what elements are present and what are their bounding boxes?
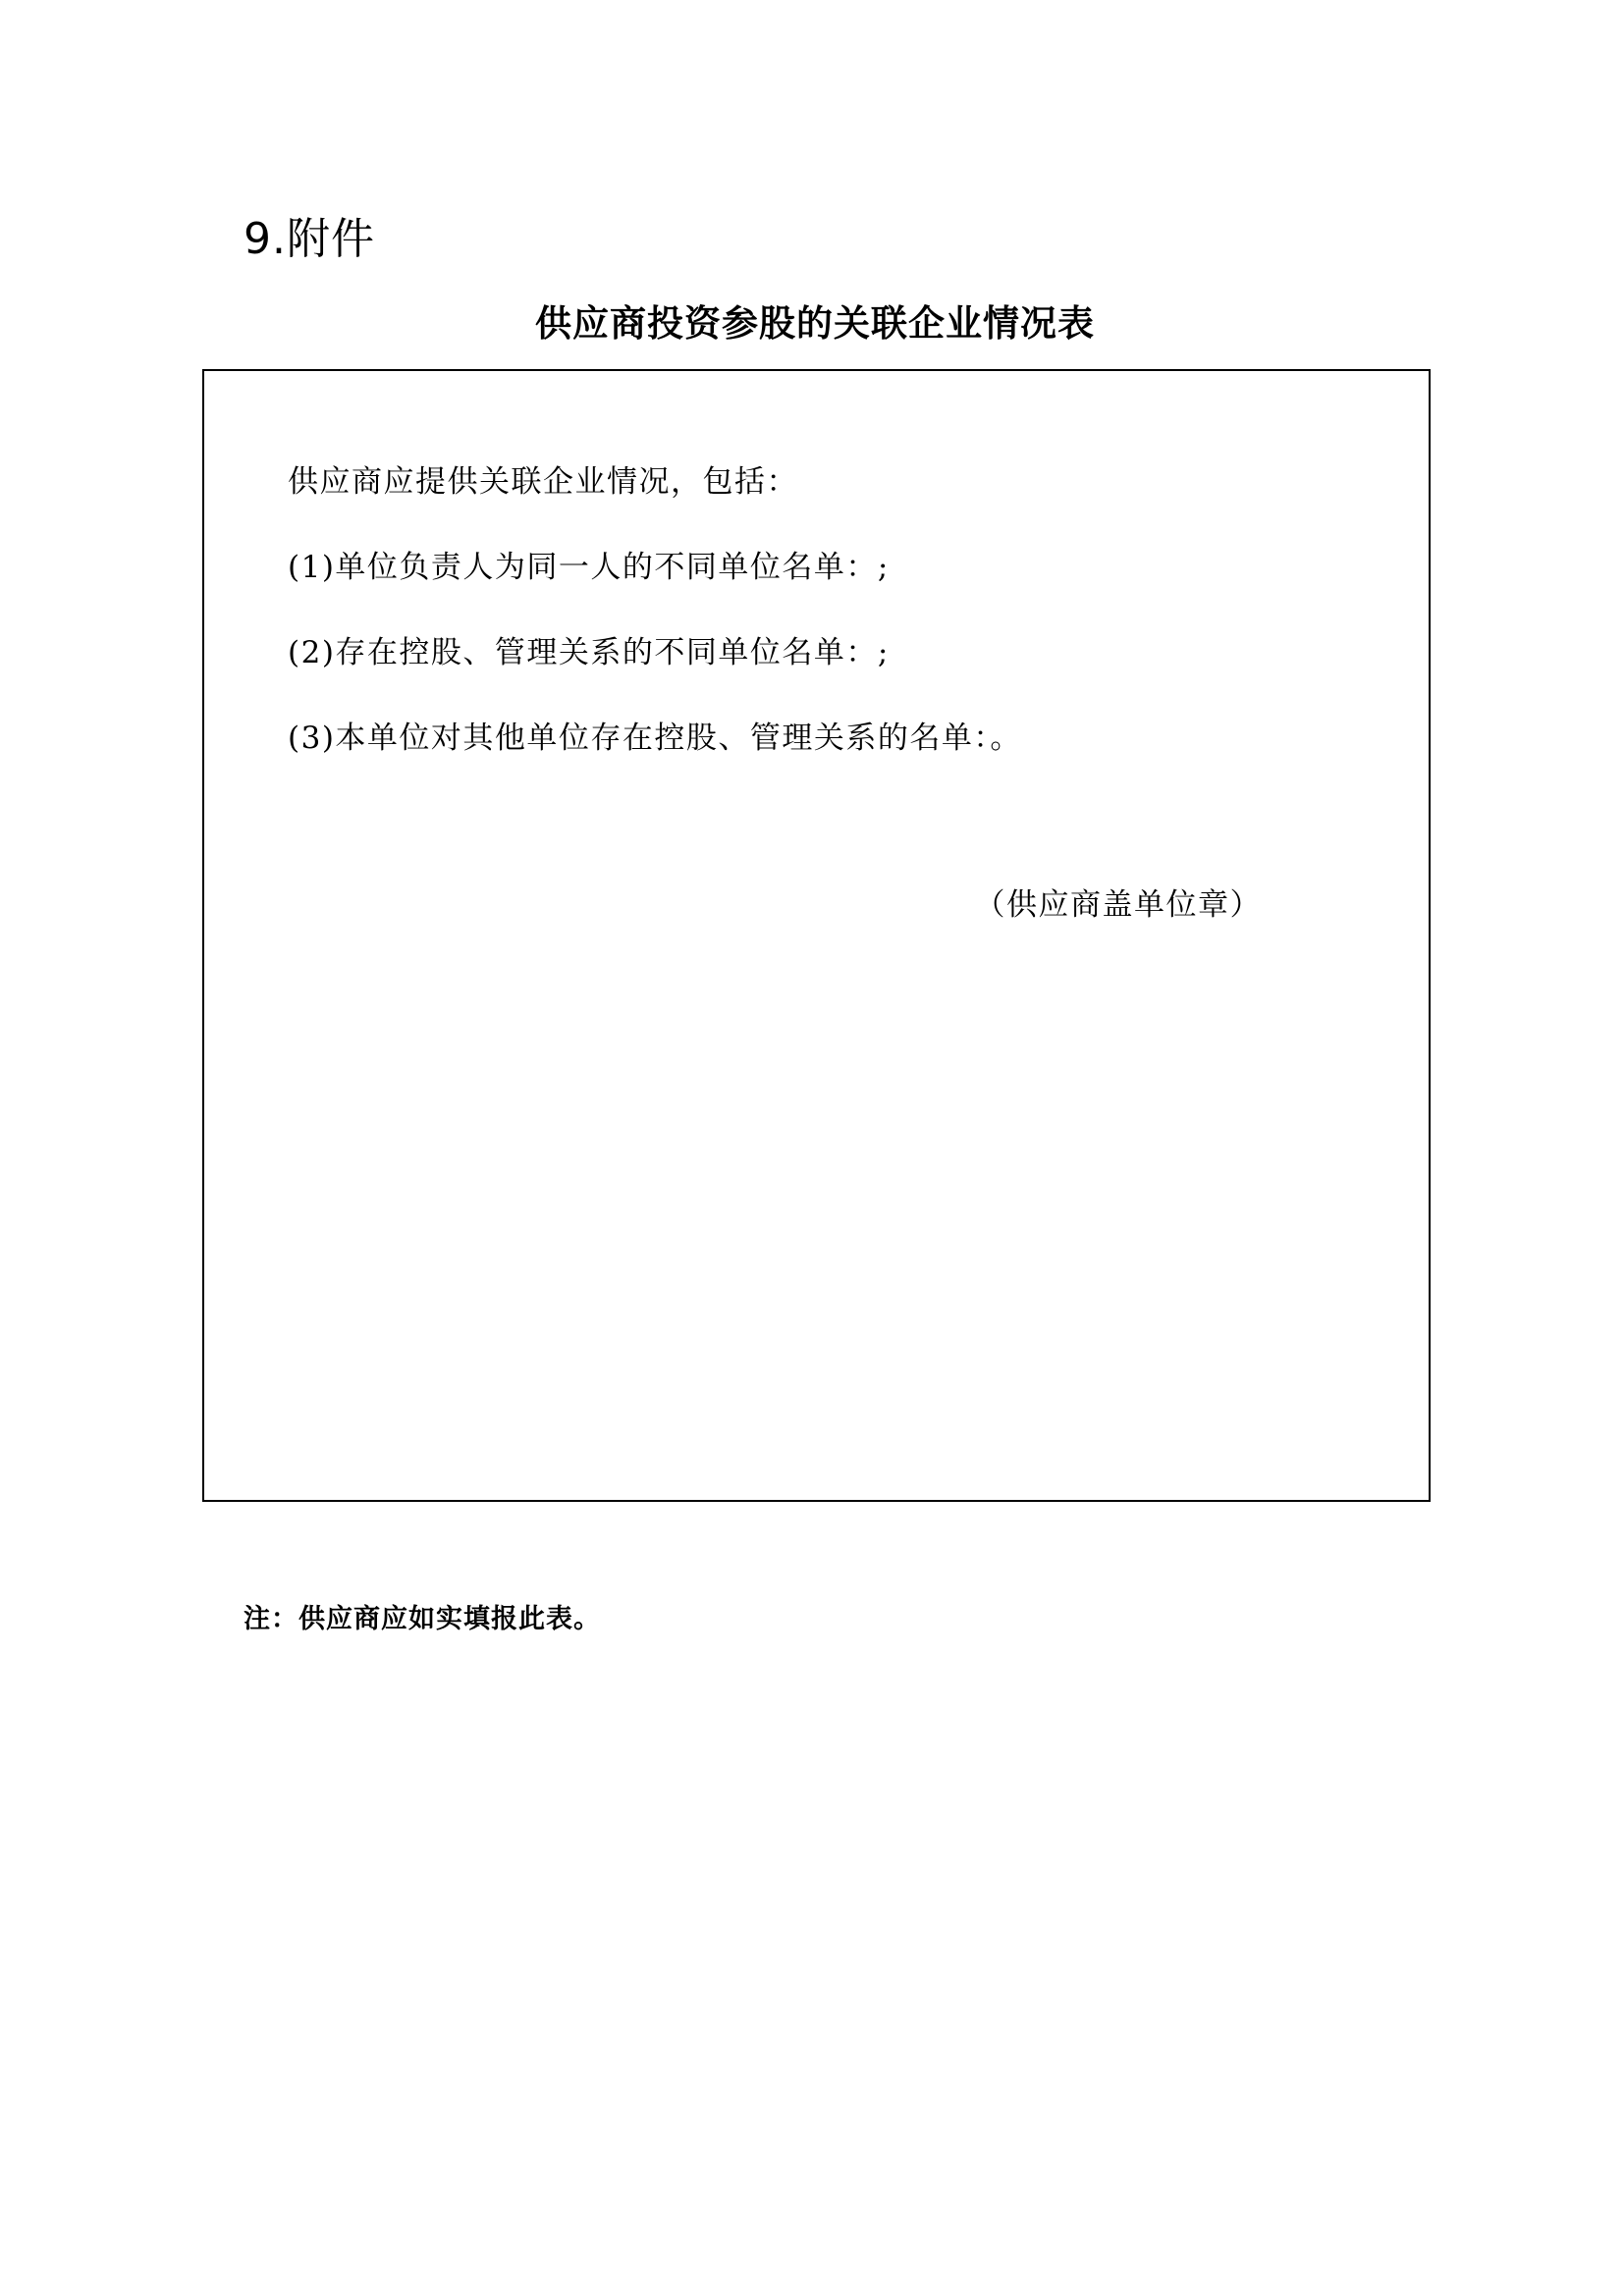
section-heading: 9.附件 xyxy=(244,214,375,264)
related-enterprises-box xyxy=(202,369,1431,1502)
table-title: 供应商投资参股的关联企业情况表 xyxy=(535,302,1095,345)
list-item: (1)单位负责人为同一人的不同单位名单：; xyxy=(288,550,890,585)
footnote: 注：供应商应如实填报此表。 xyxy=(244,1604,601,1634)
seal-note: （供应商盖单位章） xyxy=(974,887,1262,923)
list-item: (3)本单位对其他单位存在控股、管理关系的名单：。 xyxy=(288,721,1022,756)
list-item: (2)存在控股、管理关系的不同单位名单：; xyxy=(288,635,890,670)
intro-text: 供应商应提供关联企业情况，包括： xyxy=(288,464,798,500)
